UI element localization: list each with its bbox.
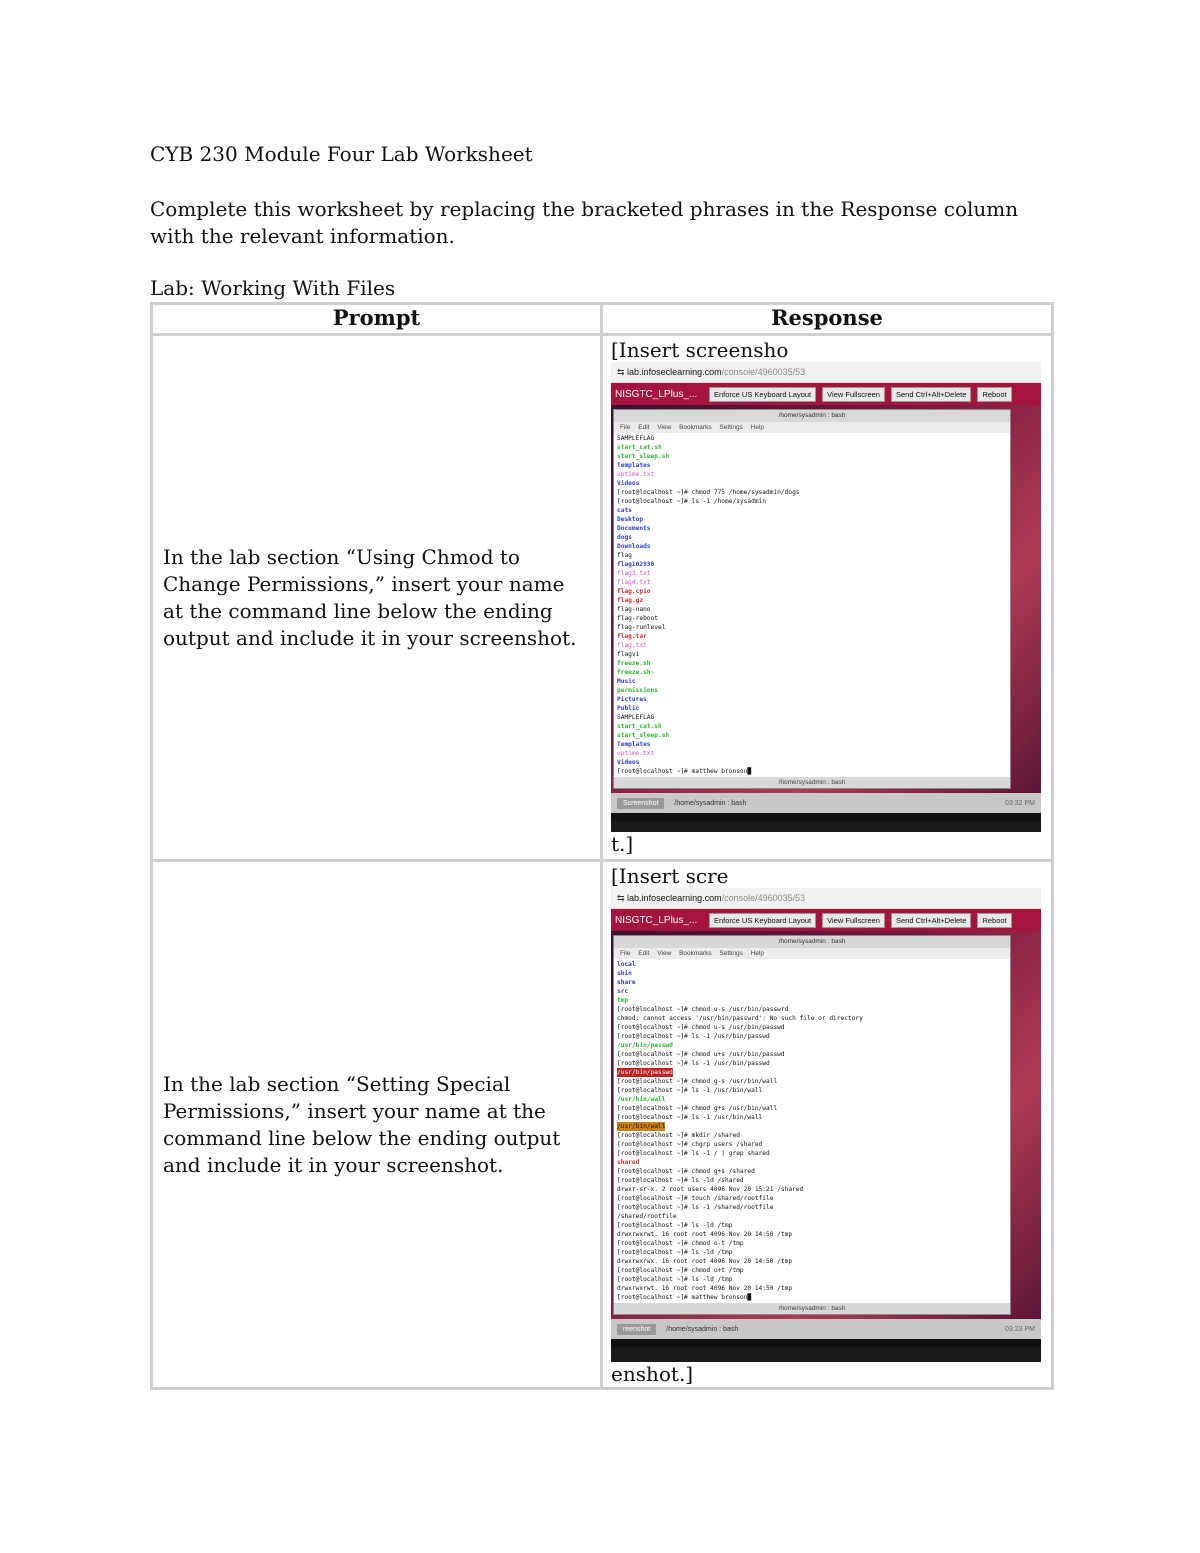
response-cell [602, 861, 1053, 1389]
terminal-line: [root@localhost ~]# ls -ld /tmp [617, 1222, 733, 1229]
taskbar-task: /home/sysadmin : bash [674, 799, 747, 807]
terminal-menu: File Edit View Bookmarks Settings Help [614, 422, 1010, 433]
terminal-line: /usr/bin/passwd [617, 1069, 673, 1076]
terminal-line: [root@localhost ~]# chmod g+s /usr/bin/wall [617, 1105, 778, 1112]
response-text-before: [Insert screensho [611, 338, 789, 362]
prompt-cell: In the lab section “Using Chmod to Change Permissions,” insert your name at the command line below the ending output and include it in your screenshot. [152, 335, 602, 861]
terminal-line: start_cat.sh [617, 444, 662, 451]
terminal-window [613, 409, 1011, 789]
taskbar-screenshot-label: reenshot [617, 1324, 656, 1335]
terminal-line: [root@localhost ~]# ls -ld /shared [617, 1177, 744, 1184]
terminal-line: [root@localhost ~]# chmod o+t /tmp [617, 1267, 744, 1274]
terminal-line: [root@localhost ~]# ls -ld /tmp [617, 1249, 733, 1256]
terminal-line: start_sleep.sh [617, 453, 670, 460]
terminal-line: Music [617, 678, 636, 685]
vm-name: NISGTC_LPlus_... [615, 914, 698, 926]
table-header-row [152, 304, 1053, 335]
terminal-line: drwxrwxrwt. 16 root root 4096 Nov 20 14:50 /tmp [617, 1285, 793, 1292]
taskbar-screenshot-label: Screenshot [617, 798, 664, 809]
table-row [152, 861, 1053, 1389]
terminal-menu: File Edit View Bookmarks Settings Help [614, 948, 1010, 959]
terminal-line: [root@localhost ~]# chmod g+s /shared [617, 1168, 755, 1175]
terminal-line: drwxr-sr-x. 2 root users 4096 Nov 20 15:21 /shared [617, 1186, 804, 1193]
terminal-line: local [617, 961, 636, 968]
terminal-output [614, 433, 1010, 777]
taskbar [611, 1319, 1041, 1339]
terminal-line: /shared/rootfile [617, 1213, 677, 1220]
terminal-line: flag-runlevel [617, 624, 666, 631]
terminal-line: [root@localhost ~]# chmod g-s /usr/bin/wall [617, 1078, 778, 1085]
terminal-line: flag4.txt [617, 579, 651, 586]
instructions: Complete this worksheet by replacing the bracketed phrases in the Response column with the relevant information. [150, 197, 1019, 248]
terminal-line: [root@localhost ~]# ls -1 /usr/bin/wall [617, 1087, 763, 1094]
terminal-line: /usr/bin/wall [617, 1096, 666, 1103]
terminal-line: flag-reboot [617, 615, 658, 622]
terminal-line: cats [617, 507, 632, 514]
terminal-line: Desktop [617, 516, 644, 523]
terminal-line: [root@localhost ~]# ls -1 / | grep shared [617, 1150, 770, 1157]
terminal-line: share [617, 979, 636, 986]
dock [611, 813, 1041, 821]
taskbar [611, 793, 1041, 813]
terminal-line: flag3.txt [617, 570, 651, 577]
terminal-line: Templates [617, 741, 651, 748]
terminal-line: Public [617, 705, 640, 712]
terminal-line: [root@localhost ~]# chmod u-s /usr/bin/passwrd [617, 1006, 789, 1013]
prompt-cell: In the lab section “Setting Special Permissions,” insert your name at the command line below the ending output and include it in your screenshot. [152, 861, 602, 1389]
terminal-line: [root@localhost ~]# ls -1 /usr/bin/passwd [617, 1060, 770, 1067]
clock: 03:32 PM [1005, 799, 1035, 807]
terminal-line: Pictures [617, 696, 647, 703]
terminal-line: [root@localhost ~]# chmod u+s /usr/bin/passwd [617, 1051, 785, 1058]
fullscreen-button: View Fullscreen [822, 387, 885, 402]
desktop [611, 931, 1041, 1319]
terminal-line: drwxrwxrwx. 16 root root 4096 Nov 20 14:50 /tmp [617, 1258, 793, 1265]
terminal-line: Templates [617, 462, 651, 469]
terminal-line: start_sleep.sh [617, 732, 670, 739]
response-text-before: [Insert scre [611, 864, 729, 888]
vm-toolbar [611, 909, 1041, 931]
terminal-line: flag.tar [617, 633, 647, 640]
terminal-line: Documents [617, 525, 651, 532]
terminal-title: /home/sysadmin : bash [614, 410, 1010, 422]
response-cell [602, 335, 1053, 861]
table-row [152, 335, 1053, 861]
terminal-line: flag.cpio [617, 588, 651, 595]
terminal-line: start_cat.sh [617, 723, 662, 730]
screenshot-image [611, 888, 1041, 1362]
terminal-line: uptime.txt [617, 750, 655, 757]
terminal-line: flag.gz [617, 597, 644, 604]
document-title: CYB 230 Module Four Lab Worksheet [150, 142, 533, 166]
fullscreen-button: View Fullscreen [822, 913, 885, 928]
terminal-line: flag.txt [617, 642, 647, 649]
worksheet-table [150, 302, 1054, 1390]
keyboard-layout-button: Enforce US Keyboard Layout [709, 913, 816, 928]
terminal-line: shared [617, 1159, 640, 1166]
header-prompt: Prompt [152, 304, 602, 335]
terminal-tab: /home/sysadmin : bash [614, 1303, 1010, 1314]
terminal-line: SAMPLEFLAG [617, 714, 655, 721]
terminal-line: [root@localhost ~]# matthew bronson█ [617, 768, 752, 775]
terminal-line: [root@localhost ~]# touch /shared/rootfile [617, 1195, 774, 1202]
terminal-line: dogs [617, 534, 632, 541]
terminal-line: [root@localhost ~]# matthew bronson█ [617, 1294, 752, 1301]
ctrl-alt-delete-button: Send Ctrl+Alt+Delete [891, 387, 971, 402]
ctrl-alt-delete-button: Send Ctrl+Alt+Delete [891, 913, 971, 928]
terminal-line: uptime.txt [617, 471, 655, 478]
terminal-line: /usr/bin/passwd [617, 1042, 673, 1049]
address-bar: ⇆ lab.infoseclearning.com/console/4960035/53 [611, 362, 1041, 383]
terminal-line: flag102930 [617, 561, 655, 568]
terminal-line: drwxrwxrwt. 16 root root 4096 Nov 20 14:50 /tmp [617, 1231, 793, 1238]
dock [611, 1339, 1041, 1347]
keyboard-layout-button: Enforce US Keyboard Layout [709, 387, 816, 402]
header-response: Response [602, 304, 1053, 335]
terminal-line: [root@localhost ~]# chmod u-s /usr/bin/passwd [617, 1024, 785, 1031]
terminal-line: [root@localhost ~]# ls -1 /shared/rootfile [617, 1204, 774, 1211]
terminal-line: Videos [617, 480, 640, 487]
taskbar-task: /home/sysadmin : bash [666, 1325, 739, 1333]
terminal-line: permissions [617, 687, 658, 694]
vm-name: NISGTC_LPlus_... [615, 388, 698, 400]
terminal-title: /home/sysadmin : bash [614, 936, 1010, 948]
terminal-output [614, 959, 1010, 1303]
terminal-line: [root@localhost ~]# ls -1 /usr/bin/wall [617, 1114, 763, 1121]
terminal-line: [root@localhost ~]# chmod 775 /home/sysadmin/dogs [617, 489, 800, 496]
response-text-after: enshot.] [611, 1362, 694, 1386]
desktop [611, 405, 1041, 793]
terminal-line: [root@localhost ~]# ls -ld /tmp [617, 1276, 733, 1283]
reboot-button: Reboot [977, 913, 1011, 928]
terminal-line: sbin [617, 970, 632, 977]
address-bar: ⇆ lab.infoseclearning.com/console/4960035/53 [611, 888, 1041, 909]
terminal-line: flag-nano [617, 606, 651, 613]
response-text-after: t.] [611, 832, 634, 856]
reboot-button: Reboot [977, 387, 1011, 402]
terminal-line: [root@localhost ~]# mkdir /shared [617, 1132, 740, 1139]
terminal-line: SAMPLEFLAG [617, 435, 655, 442]
terminal-line: [root@localhost ~]# chmod o-t /tmp [617, 1240, 744, 1247]
lab-title: Lab: Working With Files [150, 276, 396, 300]
terminal-line: Videos [617, 759, 640, 766]
terminal-line: flagvi [617, 651, 640, 658]
terminal-line: [root@localhost ~]# ls -1 /home/sysadmin [617, 498, 767, 505]
terminal-window [613, 935, 1011, 1315]
terminal-line: [root@localhost ~]# ls -1 /usr/bin/passwd [617, 1033, 770, 1040]
terminal-line: flag [617, 552, 632, 559]
terminal-line: /usr/bin/wall [617, 1123, 666, 1130]
clock: 03:23 PM [1005, 1325, 1035, 1333]
terminal-line: Downloads [617, 543, 651, 550]
terminal-tab: /home/sysadmin : bash [614, 777, 1010, 788]
terminal-line: src [617, 988, 629, 995]
terminal-line: [root@localhost ~]# chgrp users /shared [617, 1141, 763, 1148]
vm-toolbar [611, 383, 1041, 405]
terminal-line: freeze.sh~ [617, 669, 655, 676]
terminal-line: chmod: cannot access '/usr/bin/passwrd': No such file or directory [617, 1015, 863, 1022]
terminal-line: tmp [617, 997, 629, 1004]
terminal-line: freeze.sh [617, 660, 651, 667]
screenshot-image [611, 362, 1041, 832]
